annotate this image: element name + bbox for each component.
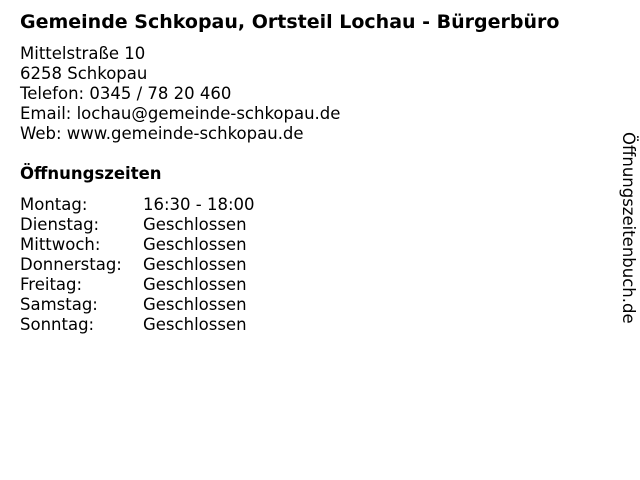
- day-label: Freitag:: [20, 275, 83, 294]
- day-label: Dienstag:: [20, 215, 100, 234]
- contact-block: [20, 44, 340, 144]
- day-label: Montag:: [20, 195, 88, 214]
- hours-row-friday: [20, 275, 255, 295]
- hours-row-monday: [20, 195, 255, 215]
- hours-row-sunday: [20, 315, 255, 335]
- city-address: 6258 Schkopau: [20, 64, 148, 83]
- street-address: Mittelstraße 10: [20, 44, 146, 63]
- opening-hours-table: [20, 195, 255, 335]
- day-label: Samstag:: [20, 295, 98, 314]
- day-hours: Geschlossen: [143, 235, 247, 254]
- day-label: Mittwoch:: [20, 235, 101, 254]
- day-hours: 16:30 - 18:00: [143, 195, 255, 214]
- opening-hours-heading: Öffnungszeiten: [20, 164, 162, 183]
- day-hours: Geschlossen: [143, 215, 247, 234]
- day-label: Donnerstag:: [20, 255, 122, 274]
- page-title: Gemeinde Schkopau, Ortsteil Lochau - Bürgerbüro: [20, 11, 560, 33]
- hours-row-thursday: [20, 255, 255, 275]
- day-hours: Geschlossen: [143, 315, 247, 334]
- site-watermark: Öffnungszeitenbuch.de: [619, 132, 638, 324]
- hours-row-wednesday: [20, 235, 255, 255]
- email-address: Email: lochau@gemeinde-schkopau.de: [20, 104, 341, 123]
- day-label: Sonntag:: [20, 315, 95, 334]
- phone-number: Telefon: 0345 / 78 20 460: [20, 84, 232, 103]
- hours-row-saturday: [20, 295, 255, 315]
- day-hours: Geschlossen: [143, 295, 247, 314]
- website: Web: www.gemeinde-schkopau.de: [20, 124, 304, 143]
- day-hours: Geschlossen: [143, 255, 247, 274]
- day-hours: Geschlossen: [143, 275, 247, 294]
- hours-row-tuesday: [20, 215, 255, 235]
